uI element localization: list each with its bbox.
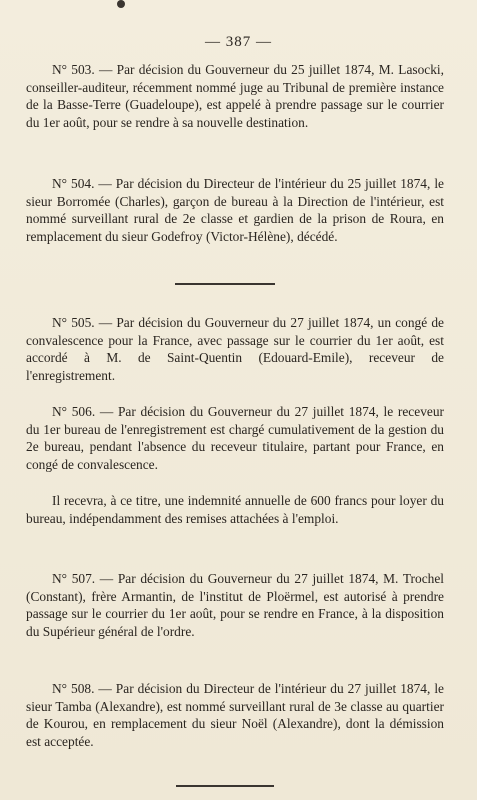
decision-503-text: N° 503. — Par décision du Gouverneur du 25 juillet 1874, M. Lasocki, conseiller-auditeur, récemment nommé juge au Tribunal de première instance de la Basse-Terre (Guadeloupe), est appelé à prendre passage sur le courrier du 1er août, pour se rendre à sa nouvelle destination. (26, 62, 444, 130)
decision-506-continuation (26, 492, 444, 527)
decision-508 (26, 680, 444, 750)
decision-505-text: N° 505. — Par décision du Gouverneur du 27 juillet 1874, un congé de convalescence pour la France, avec passage sur le courrier du 1er août, est accordé à M. de Saint-Quentin (Edouard-Emile), receveur de l'enregistrement. (26, 315, 444, 383)
decision-507-text: N° 507. — Par décision du Gouverneur du 27 juillet 1874, M. Trochel (Constant), frère Armantin, de l'institut de Ploërmel, est autorisé à prendre passage sur le courrier du 1er août, pour se rendre en France, à la disposition du Supérieur général de l'ordre. (26, 571, 444, 639)
bottom-divider (176, 785, 274, 787)
section-divider (175, 283, 275, 285)
decision-506 (26, 403, 444, 473)
decision-505 (26, 314, 444, 384)
decision-504-text: N° 504. — Par décision du Directeur de l'intérieur du 25 juillet 1874, le sieur Borromée (Charles), garçon de bureau à la Direction de l'intérieur, est nommé surveillant rural de 2e classe et gardien de la prison de Roura, en remplacement du sieur Godefroy (Victor-Hélène), décédé. (26, 176, 444, 244)
decision-506-text: N° 506. — Par décision du Gouverneur du 27 juillet 1874, le receveur du 1er bureau de l'enregistrement est chargé cumulativement de la gestion du 2e bureau, pendant l'absence du receveur titulaire, partant pour France, en congé de convalescence. (26, 404, 444, 472)
page-number: — 387 — (205, 34, 272, 50)
ink-spot (117, 0, 125, 8)
decision-507 (26, 570, 444, 640)
decision-506-continuation-text: Il recevra, à ce titre, une indemnité annuelle de 600 francs pour loyer du bureau, indépendamment des remises attachées à l'emploi. (26, 493, 444, 526)
decision-504 (26, 175, 444, 245)
decision-503 (26, 61, 444, 131)
decision-508-text: N° 508. — Par décision du Directeur de l'intérieur du 27 juillet 1874, le sieur Tamba (Alexandre), est nommé surveillant rural de 3e classe au quartier de Kourou, en remplacement du sieur Noël (Alexandre), dont la démission est acceptée. (26, 681, 444, 749)
